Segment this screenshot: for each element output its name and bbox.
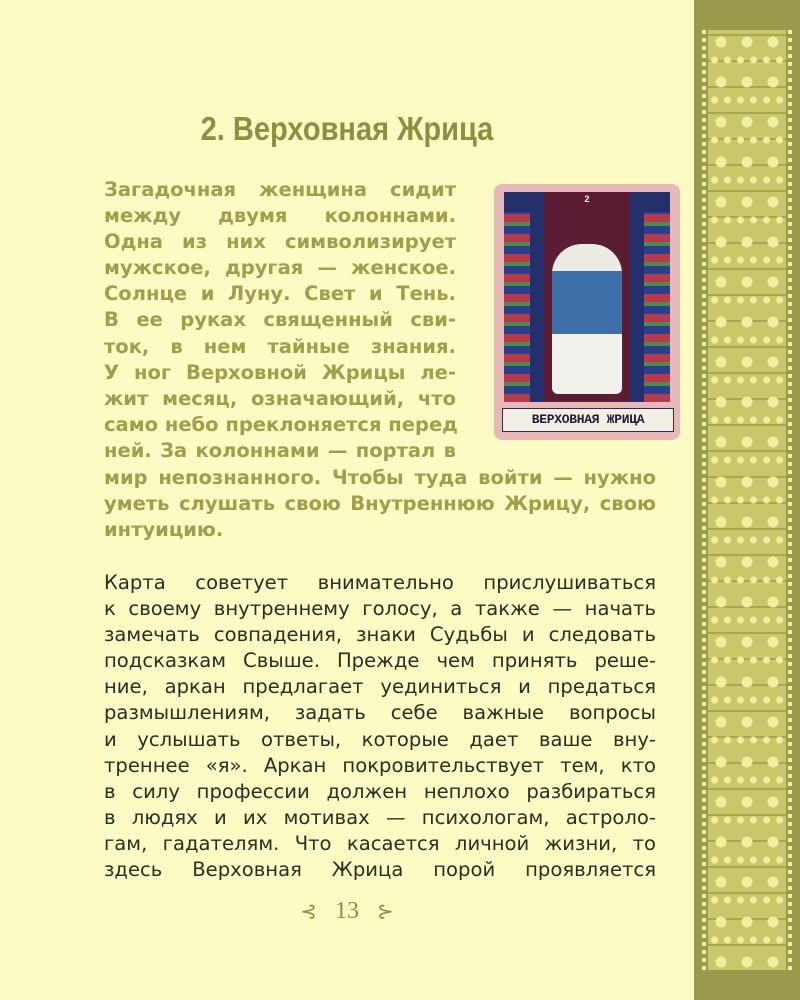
intro-line: В ее руках священный сви-	[104, 308, 456, 332]
body-line: замечать совпадения, знаки Судьбы и следовать	[104, 623, 656, 647]
intro-line: между двумя колоннами.	[104, 204, 456, 228]
tarot-card-illustration	[494, 184, 680, 440]
body-line: треннее «я». Аркан покровительствует тем, кто	[104, 753, 656, 777]
leaf-ornament-right-icon: ⊱	[377, 900, 394, 923]
leaf-ornament-left-icon: ⊰	[300, 900, 317, 923]
intro-line: У ног Верховной Жрицы ле-	[104, 360, 456, 384]
intro-line: ней. За колоннами — портал в	[104, 438, 456, 462]
decorative-side-border	[694, 0, 800, 1000]
body-line: подсказкам Свыше. Прежде чем принять реше-	[104, 649, 656, 673]
intro-line: ток, в нем тайные знания.	[104, 334, 456, 358]
border-pattern	[708, 30, 786, 970]
intro-paragraph-continued	[104, 465, 656, 543]
intro-line: уметь слушать свою Внутреннюю Жрицу, свою	[104, 492, 656, 516]
section-title: 2. Верховная Жрица	[200, 110, 494, 147]
intro-paragraph	[104, 177, 456, 464]
body-line: ние, аркан предлагает уединиться и предаться	[104, 675, 656, 699]
intro-line: мир непознанного. Чтобы туда войти — нужно	[104, 466, 656, 489]
right-column	[644, 212, 670, 402]
intro-line: интуицию.	[104, 518, 224, 542]
intro-line: Солнце и Луну. Свет и Тень.	[104, 282, 456, 306]
body-line: в людях и их мотивах — психологам, астроло-	[104, 805, 656, 829]
page-footer	[0, 897, 694, 931]
body-line: Карта советует внимательно прислушиваться	[104, 571, 656, 594]
high-priestess-artwork	[504, 192, 670, 402]
body-line: к своему внутреннему голосу, а также — начать	[104, 597, 656, 621]
body-paragraph	[104, 570, 656, 883]
body-line: здесь Верховная Жрица порой проявляется	[104, 858, 656, 882]
priestess-figure	[552, 244, 622, 394]
intro-line: мужское, другая — женское.	[104, 256, 456, 280]
body-line: размышлениям, задать себе важные вопросы	[104, 701, 656, 725]
page-number: 13	[335, 897, 359, 924]
body-line: гам, гадателям. Что касается личной жизни, то	[104, 831, 656, 855]
intro-line: само небо преклоняется перед	[104, 412, 458, 436]
card-number: 2	[584, 194, 590, 204]
intro-line: Загадочная женщина сидит	[104, 178, 456, 201]
intro-line: Одна из них символизирует	[104, 230, 456, 254]
left-column	[504, 212, 530, 402]
body-line: в силу профессии должен неплохо разбираться	[104, 779, 656, 803]
border-edge-left	[702, 30, 706, 970]
card-label: ВЕРХОВНАЯ ЖРИЦА	[502, 408, 674, 432]
body-line: и услышать ответы, которые дает ваше вну-	[104, 727, 656, 751]
intro-line: жит месяц, означающий, что	[104, 386, 456, 410]
border-edge-right	[788, 30, 792, 970]
